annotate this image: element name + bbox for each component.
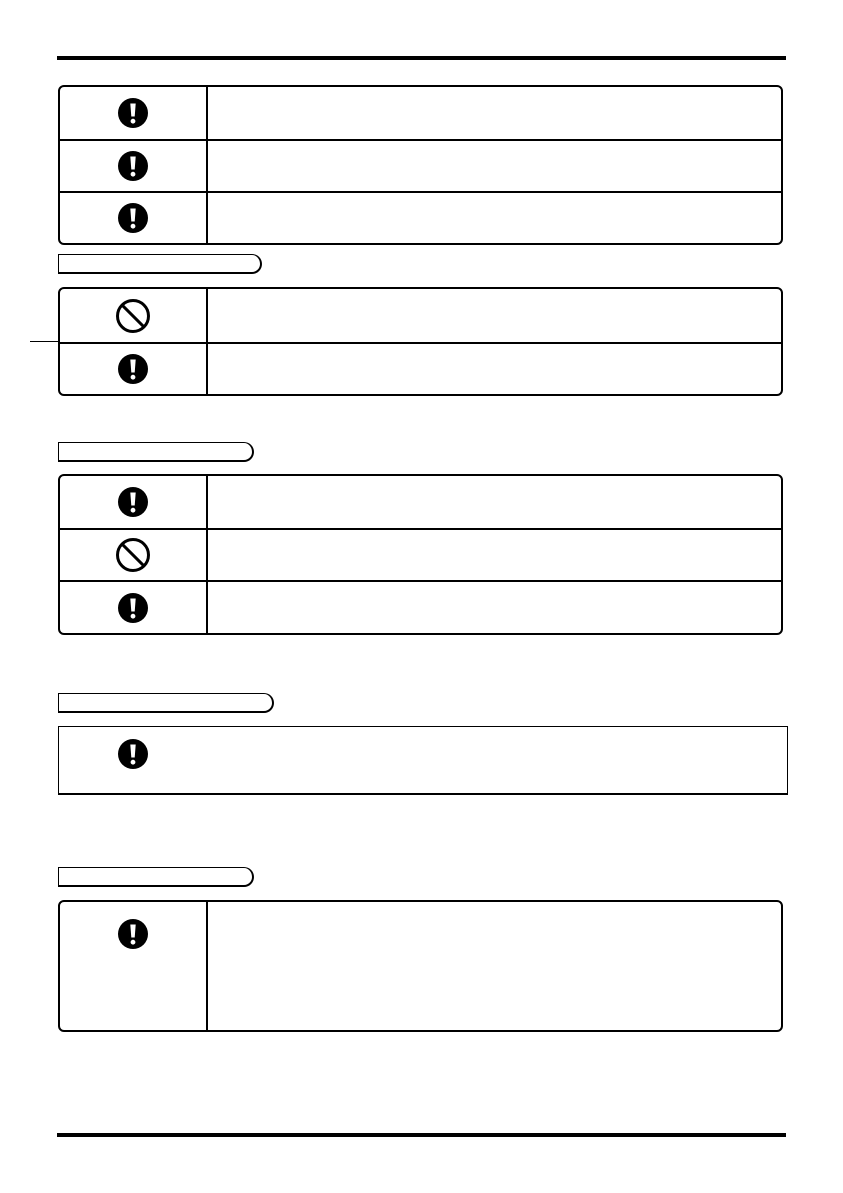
safety-table-2 [58,287,783,396]
table-row [60,87,781,139]
mandatory-exclamation-icon [60,582,208,633]
table-row [60,191,781,243]
top-rule [57,56,786,60]
row-text [208,289,781,342]
table-row [60,289,781,342]
mandatory-exclamation-icon [60,193,208,243]
margin-mark [30,341,58,342]
row-text [208,902,781,1030]
table-row [60,476,781,528]
row-text [208,476,781,528]
table-row [60,902,781,1030]
bottom-rule [57,1133,786,1137]
mandatory-exclamation-icon [60,902,208,1030]
section-tag [58,254,262,274]
table-row [60,342,781,394]
safety-table-3 [58,474,783,635]
prohibition-icon [60,289,208,342]
mandatory-exclamation-icon [60,344,208,394]
table-row [60,580,781,633]
table-row [60,528,781,580]
mandatory-exclamation-icon [60,87,208,139]
row-text [208,344,781,394]
mandatory-exclamation-icon [117,738,149,770]
row-text [208,193,781,243]
row-text [208,87,781,139]
safety-box-4 [58,726,788,795]
safety-table-5 [58,900,783,1032]
section-tag [58,867,254,887]
section-tag [58,693,274,713]
mandatory-exclamation-icon [60,141,208,191]
mandatory-exclamation-icon [60,476,208,528]
row-text [209,733,777,745]
safety-table-1 [58,85,783,245]
row-text [208,530,781,580]
table-row [60,139,781,191]
section-tag [58,442,254,462]
prohibition-icon [60,530,208,580]
row-text [208,582,781,633]
row-text [208,141,781,191]
